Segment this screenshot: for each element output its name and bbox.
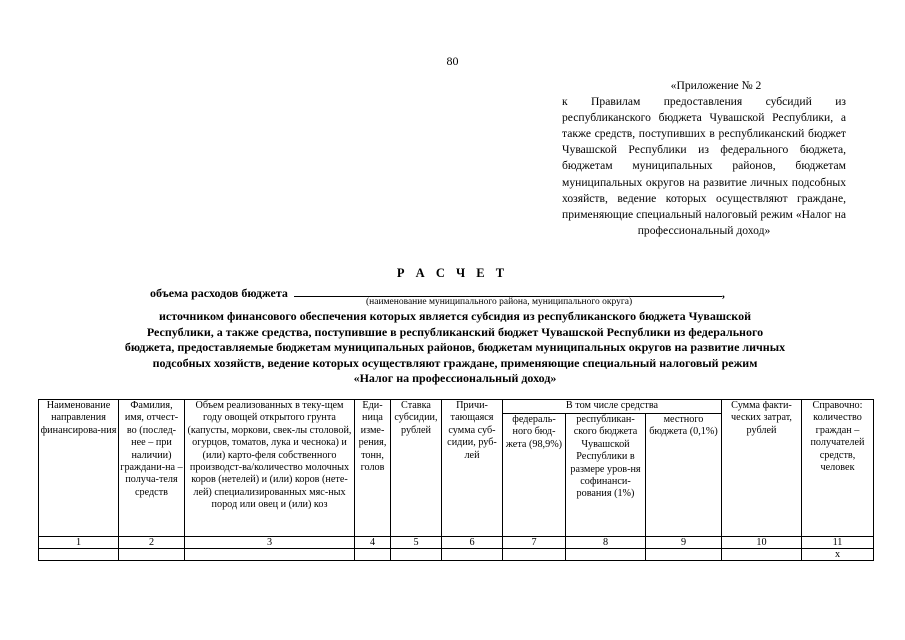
budget-comma: ,	[721, 286, 725, 300]
budget-label: объема расходов бюджета	[150, 286, 288, 300]
header-federal: федераль-ного бюд-жета (98,9%)	[503, 414, 566, 537]
column-number: 2	[119, 537, 185, 549]
calculation-table	[38, 399, 874, 561]
column-number-row	[39, 537, 874, 549]
header-reference-count: Справочно: количество граждан – получателей средств, человек	[802, 400, 874, 537]
table-cell	[119, 549, 185, 561]
appendix-block	[562, 78, 846, 239]
header-due-amount: Причи-тающаяся сумма суб-сидии, руб-лей	[442, 400, 503, 537]
subtitle-line: Республики, а также средства, поступившие в республиканский бюджет Чувашской Республики из федерального	[146, 324, 764, 339]
header-local: местного бюджета (0,1%)	[646, 414, 722, 537]
column-number: 11	[802, 537, 874, 549]
subtitle-line: источником финансового обеспечения которых является субсидия из республиканского бюджета Чувашской	[159, 309, 751, 323]
table-cell: x	[802, 549, 874, 561]
header-row	[39, 400, 874, 414]
column-number: 6	[442, 537, 503, 549]
budget-name-blank	[294, 285, 722, 297]
subtitle-line: бюджета, предоставляемые бюджетам муниципальных районов, бюджетам муниципальных округов на развитие личных	[124, 340, 786, 355]
table-cell	[566, 549, 646, 561]
subtitle-line: подсобных хозяйств, ведение которых осуществляют граждане, применяющие специальный налоговый режим	[152, 355, 758, 370]
table-cell	[442, 549, 503, 561]
header-actual-costs: Сумма факти-ческих затрат, рублей	[722, 400, 802, 537]
column-number: 9	[646, 537, 722, 549]
column-number: 8	[566, 537, 646, 549]
table-cell	[185, 549, 355, 561]
table-row	[39, 549, 874, 561]
header-unit: Еди-ница изме-рения, тонн, голов	[355, 400, 391, 537]
column-number: 1	[39, 537, 119, 549]
column-number: 7	[503, 537, 566, 549]
page-number: 80	[446, 54, 459, 68]
column-number: 10	[722, 537, 802, 549]
column-number: 5	[391, 537, 442, 549]
table-cell	[503, 549, 566, 561]
table-cell	[646, 549, 722, 561]
table-cell	[39, 549, 119, 561]
header-direction: Наименование направления финансирова-ния	[39, 400, 119, 537]
header-republic: республикан-ского бюджета Чувашской Республики в размере уров-ня софинанси-рования (1%)	[566, 414, 646, 537]
calculation-title: Р А С Ч Е Т	[396, 266, 509, 280]
appendix-text: к Правилам предоставления субсидий из республиканского бюджета Чувашской Республики, а также средств, поступивших в республиканский бюджет Чувашской Республики из федерального бюджета, бюджетам муниципальных районов, бюджетам муниципальных округов на развитие личных подсобных хозяйств, ведение которых осуществляют граждане, применяющие специальный налоговый режим «Налог на профессиональный доход»	[562, 95, 846, 237]
header-rate: Ставка субсидии, рублей	[391, 400, 442, 537]
subtitle-line: «Налог на профессиональный доход»	[353, 371, 557, 386]
header-including-group: В том числе средства	[503, 400, 722, 414]
column-number: 4	[355, 537, 391, 549]
column-number: 3	[185, 537, 355, 549]
table-cell	[391, 549, 442, 561]
calculation-subtitle	[60, 309, 850, 387]
appendix-title: «Приложение № 2	[670, 79, 762, 92]
header-volume: Объем реализованных в теку-щем году овощей открытого грунта (капусты, моркови, свек-лы столовой, огурцов, томатов, лука и чеснока) и (или) карто-феля собственного производст-ва/количество молочных коров (нетелей) и (или) коров (нете-лей) специализированных мяс-ных пород или овец и (или) коз	[185, 400, 355, 537]
table-cell	[722, 549, 802, 561]
header-fullname: Фамилия, имя, отчест-во (послед-нее – при наличии) граждани-на – получа-теля средств	[119, 400, 185, 537]
table-cell	[355, 549, 391, 561]
budget-hint: (наименование муниципального района, муниципального округа)	[366, 297, 633, 307]
